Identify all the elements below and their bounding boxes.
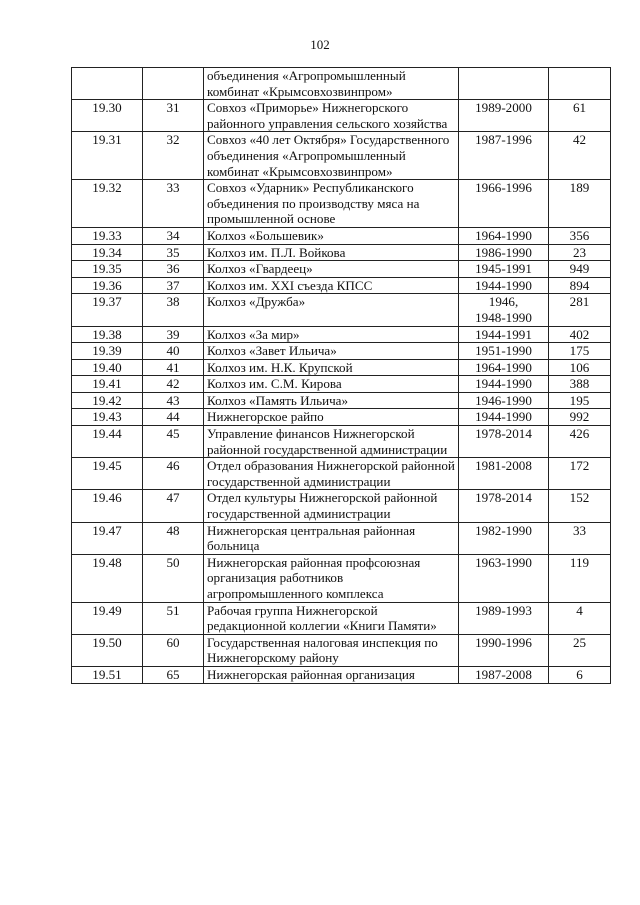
fund-code-cell [72,68,143,100]
fund-number-cell: 43 [143,392,204,409]
fund-code-cell: 19.38 [72,326,143,343]
item-count-cell: 25 [549,634,611,666]
item-count-cell: 992 [549,409,611,426]
fund-number-cell: 37 [143,277,204,294]
item-count-cell: 33 [549,522,611,554]
date-range-cell: 1989-2000 [459,100,549,132]
date-range-cell: 1963-1990 [459,554,549,602]
fund-title-cell: Колхоз «Большевик» [204,227,459,244]
table-row [72,634,611,666]
fund-code-cell: 19.35 [72,261,143,278]
table-row [72,490,611,522]
fonds-table [71,67,611,684]
fund-number-cell: 35 [143,244,204,261]
date-range-cell: 1978-2014 [459,426,549,458]
fund-number-cell: 34 [143,227,204,244]
fund-title-cell: Отдел культуры Нижнегорской районной государственной администрации [204,490,459,522]
fund-title-cell: Колхоз «Дружба» [204,294,459,326]
date-range-cell: 1944-1990 [459,376,549,393]
item-count-cell: 119 [549,554,611,602]
table-row [72,244,611,261]
table-row [72,554,611,602]
table-row [72,261,611,278]
item-count-cell [549,68,611,100]
fund-number-cell: 44 [143,409,204,426]
fund-code-cell: 19.34 [72,244,143,261]
table-row [72,132,611,180]
item-count-cell: 949 [549,261,611,278]
fund-number-cell: 50 [143,554,204,602]
fund-title-cell: Колхоз им. XXI съезда КПСС [204,277,459,294]
fund-title-cell: Государственная налоговая инспекция по Нижнегорскому району [204,634,459,666]
fund-code-cell: 19.46 [72,490,143,522]
date-range-cell: 1987-1996 [459,132,549,180]
item-count-cell: 175 [549,343,611,360]
table-row [72,426,611,458]
table-row [72,100,611,132]
item-count-cell: 426 [549,426,611,458]
item-count-cell: 894 [549,277,611,294]
table-row [72,359,611,376]
table-row [72,227,611,244]
table-row [72,343,611,360]
fund-code-cell: 19.40 [72,359,143,376]
date-range-cell [459,68,549,100]
fund-code-cell: 19.32 [72,180,143,228]
table-row [72,522,611,554]
fund-title-cell: Колхоз «Завет Ильича» [204,343,459,360]
table-row [72,376,611,393]
fund-number-cell: 48 [143,522,204,554]
date-range-cell: 1944-1990 [459,409,549,426]
date-range-cell: 1964-1990 [459,359,549,376]
item-count-cell: 172 [549,458,611,490]
date-range-cell: 1986-1990 [459,244,549,261]
date-range-cell: 1978-2014 [459,490,549,522]
fund-code-cell: 19.36 [72,277,143,294]
fund-code-cell: 19.44 [72,426,143,458]
fund-title-cell: Колхоз «Гвардеец» [204,261,459,278]
table-row [72,666,611,683]
fund-number-cell: 42 [143,376,204,393]
fund-title-cell: Совхоз «Ударник» Республиканского объединения по производству мяса на промышленной основе [204,180,459,228]
fund-code-cell: 19.42 [72,392,143,409]
fund-code-cell: 19.37 [72,294,143,326]
fund-title-cell: Рабочая группа Нижнегорской редакционной коллегии «Книги Памяти» [204,602,459,634]
item-count-cell: 106 [549,359,611,376]
item-count-cell: 4 [549,602,611,634]
fund-number-cell: 38 [143,294,204,326]
fund-number-cell: 31 [143,100,204,132]
item-count-cell: 61 [549,100,611,132]
date-range-cell: 1945-1991 [459,261,549,278]
fund-title-cell: Совхоз «40 лет Октября» Государственного объединения «Агропромышленный комбинат «Крымсовхозвинпром» [204,132,459,180]
fund-code-cell: 19.49 [72,602,143,634]
table-row [72,602,611,634]
fund-code-cell: 19.33 [72,227,143,244]
fund-title-cell: объединения «Агропромышленный комбинат «Крымсовхозвинпром» [204,68,459,100]
item-count-cell: 23 [549,244,611,261]
item-count-cell: 152 [549,490,611,522]
table-row [72,409,611,426]
date-range-cell: 1946-1990 [459,392,549,409]
fund-number-cell: 51 [143,602,204,634]
fund-code-cell: 19.39 [72,343,143,360]
fund-number-cell: 36 [143,261,204,278]
fund-title-cell: Нижнегорская центральная районная больница [204,522,459,554]
date-range-cell: 1982-1990 [459,522,549,554]
date-range-cell: 1989-1993 [459,602,549,634]
fund-title-cell: Нижнегорское райпо [204,409,459,426]
fund-code-cell: 19.50 [72,634,143,666]
fund-number-cell: 47 [143,490,204,522]
fonds-table-body [72,68,611,684]
table-row [72,180,611,228]
fund-number-cell: 45 [143,426,204,458]
item-count-cell: 42 [549,132,611,180]
item-count-cell: 6 [549,666,611,683]
fund-number-cell: 46 [143,458,204,490]
fund-title-cell: Совхоз «Приморье» Нижнегорского районного управления сельского хозяйства [204,100,459,132]
date-range-cell: 1944-1990 [459,277,549,294]
item-count-cell: 189 [549,180,611,228]
item-count-cell: 356 [549,227,611,244]
fund-title-cell: Колхоз «За мир» [204,326,459,343]
fund-number-cell: 33 [143,180,204,228]
fund-code-cell: 19.51 [72,666,143,683]
fund-title-cell: Нижнегорская районная профсоюзная организация работников агропромышленного комплекса [204,554,459,602]
table-row [72,294,611,326]
fund-code-cell: 19.47 [72,522,143,554]
item-count-cell: 195 [549,392,611,409]
item-count-cell: 281 [549,294,611,326]
fund-number-cell: 41 [143,359,204,376]
date-range-cell: 1946, 1948-1990 [459,294,549,326]
fund-title-cell: Колхоз им. С.М. Кирова [204,376,459,393]
date-range-cell: 1966-1996 [459,180,549,228]
fund-number-cell: 39 [143,326,204,343]
fund-number-cell: 40 [143,343,204,360]
fund-title-cell: Отдел образования Нижнегорской районной государственной администрации [204,458,459,490]
table-row [72,277,611,294]
fund-number-cell: 60 [143,634,204,666]
fund-title-cell: Нижнегорская районная организация [204,666,459,683]
fund-title-cell: Управление финансов Нижнегорской районной государственной администрации [204,426,459,458]
fund-number-cell [143,68,204,100]
fund-title-cell: Колхоз «Память Ильича» [204,392,459,409]
page-number: 102 [310,37,330,52]
table-row [72,392,611,409]
fund-number-cell: 32 [143,132,204,180]
date-range-cell: 1981-2008 [459,458,549,490]
table-row [72,326,611,343]
fund-title-cell: Колхоз им. П.Л. Войкова [204,244,459,261]
fund-code-cell: 19.30 [72,100,143,132]
fund-code-cell: 19.45 [72,458,143,490]
date-range-cell: 1951-1990 [459,343,549,360]
fund-code-cell: 19.48 [72,554,143,602]
item-count-cell: 402 [549,326,611,343]
date-range-cell: 1964-1990 [459,227,549,244]
fund-number-cell: 65 [143,666,204,683]
fund-code-cell: 19.43 [72,409,143,426]
fund-code-cell: 19.31 [72,132,143,180]
fund-title-cell: Колхоз им. Н.К. Крупской [204,359,459,376]
date-range-cell: 1944-1991 [459,326,549,343]
date-range-cell: 1987-2008 [459,666,549,683]
item-count-cell: 388 [549,376,611,393]
date-range-cell: 1990-1996 [459,634,549,666]
table-row [72,458,611,490]
fund-code-cell: 19.41 [72,376,143,393]
table-row [72,68,611,100]
